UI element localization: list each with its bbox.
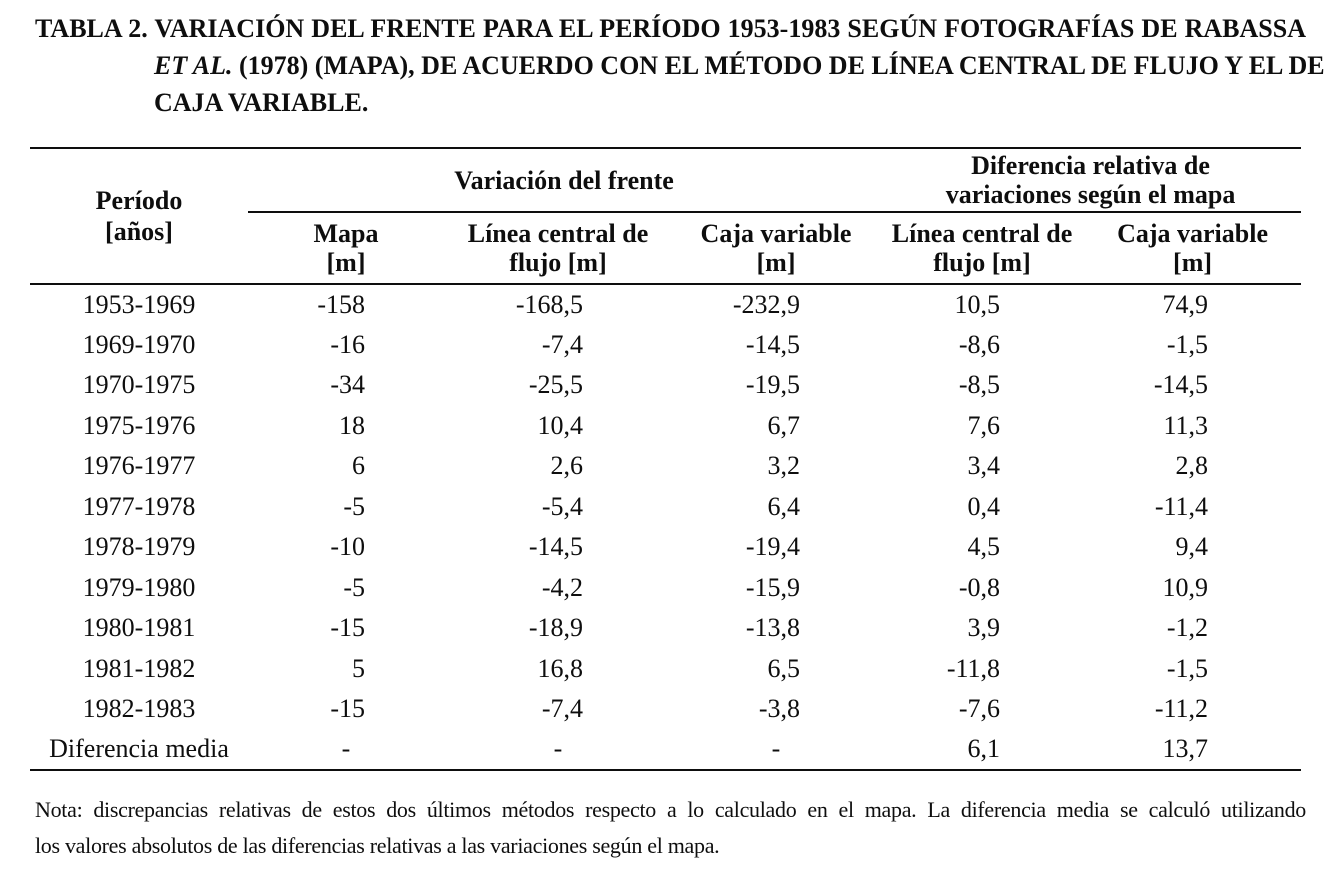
value-cell: -1,2 (1166, 613, 1209, 643)
column-header-line: flujo [m] (509, 248, 607, 277)
value-cell: 9,4 (1175, 532, 1209, 562)
value-cell: 6 (352, 451, 365, 481)
value-cell: -11,4 (1154, 491, 1209, 521)
value-cell: 6,5 (767, 653, 801, 683)
table-row (30, 568, 1301, 609)
value-cell: 3,9 (967, 613, 1001, 643)
group-header-line: Variación del frente (454, 165, 674, 195)
table-row (30, 527, 1301, 568)
table-row (30, 487, 1301, 528)
period-cell: 1969-1970 (82, 329, 196, 359)
period-header-line-1: Período (95, 186, 183, 215)
value-cell: -7,4 (541, 694, 583, 724)
value-cell: 18 (339, 410, 365, 440)
column-header-line: Caja variable (1117, 219, 1268, 248)
value-cell: -14,5 (528, 532, 583, 562)
column-header-line: [m] (1173, 248, 1213, 277)
value-cell: -5,4 (541, 491, 583, 521)
value-cell: 10,9 (1162, 572, 1209, 602)
column-header-linea-central-2 (880, 212, 1084, 284)
value-cell: -5 (343, 572, 365, 602)
value-cell: 3,4 (967, 451, 1001, 481)
title-line-2 (35, 47, 1325, 84)
value-cell: -14,5 (745, 329, 801, 359)
period-cell: 1978-1979 (82, 532, 196, 562)
value-cell: 0,4 (967, 491, 1001, 521)
table-note (35, 792, 1306, 864)
value-cell: -7,4 (541, 329, 583, 359)
table-row (30, 365, 1301, 406)
value-cell: 4,5 (967, 532, 1001, 562)
column-header-line: flujo [m] (933, 248, 1031, 277)
value-cell: -10 (330, 532, 365, 562)
value-cell: -25,5 (528, 370, 583, 400)
value-cell: -18,9 (528, 613, 583, 643)
value-cell: -15,9 (745, 572, 801, 602)
period-cell: 1953-1969 (82, 289, 196, 319)
value-cell: 2,6 (550, 451, 583, 481)
column-header-caja-variable-2 (1084, 212, 1301, 284)
value-cell: -7,6 (958, 694, 1001, 724)
group-header-line: Diferencia relativa de (971, 151, 1210, 180)
value-cell: 13,7 (1162, 734, 1209, 764)
note-line-1: Nota: discrepancias relativas de estos dos últimos métodos respecto a lo calculado en el mapa. La diferencia media se calculó utilizando (35, 797, 1306, 822)
period-cell: 1975-1976 (82, 410, 196, 440)
period-cell: 1982-1983 (82, 694, 196, 724)
value-cell: -15 (330, 613, 365, 643)
value-cell: -13,8 (745, 613, 801, 643)
value-cell: -8,5 (958, 370, 1001, 400)
title-line-3: CAJA VARIABLE. (154, 88, 369, 117)
value-cell: -19,4 (745, 532, 801, 562)
value-cell: -15 (330, 694, 365, 724)
group-header-line: variaciones según el mapa (945, 180, 1236, 209)
value-cell: -11,2 (1154, 694, 1209, 724)
value-cell: 6,4 (767, 491, 801, 521)
table-row (30, 608, 1301, 649)
table-title (35, 10, 1325, 121)
value-cell: -11,8 (946, 653, 1001, 683)
column-header-line: [m] (756, 248, 796, 277)
note-line-2: los valores absolutos de las diferencias relativas a las variaciones según el mapa. (35, 833, 720, 858)
table-row (30, 446, 1301, 487)
group-header-variacion-del-frente (248, 148, 880, 212)
group-header-row (30, 148, 1301, 212)
value-cell: -1,5 (1166, 653, 1209, 683)
table-row-diferencia-media (30, 730, 1301, 771)
value-cell: -16 (330, 329, 365, 359)
column-header-linea-central-1 (444, 212, 672, 284)
value-cell: 16,8 (537, 653, 583, 683)
column-header-line: Caja variable (700, 219, 852, 248)
value-cell: - (341, 734, 351, 764)
period-cell: 1980-1981 (82, 613, 196, 643)
value-cell: 10,4 (537, 410, 583, 440)
value-cell: -8,6 (958, 329, 1001, 359)
value-cell: -158 (317, 289, 365, 319)
value-cell: 6,1 (967, 734, 1001, 764)
column-header-mapa (248, 212, 444, 284)
value-cell: -5 (343, 491, 365, 521)
value-cell: -14,5 (1153, 370, 1209, 400)
title-etal-italic: ET AL. (154, 51, 233, 80)
value-cell: 7,6 (967, 410, 1001, 440)
value-cell: -4,2 (541, 572, 583, 602)
column-header-line: Línea central de (467, 219, 649, 248)
table-row (30, 649, 1301, 690)
period-cell: 1976-1977 (82, 451, 196, 481)
value-cell: - (553, 734, 563, 764)
value-cell: 3,2 (767, 451, 801, 481)
period-column-header (30, 148, 248, 284)
title-line-2-rest: (1978) (MAPA), DE ACUERDO CON EL MÉTODO DE LÍNEA CENTRAL DE FLUJO Y EL DE (232, 51, 1325, 80)
table-row (30, 284, 1301, 325)
value-cell: 2,8 (1175, 451, 1209, 481)
group-header-diferencia-relativa (880, 148, 1301, 212)
value-cell: -34 (330, 370, 365, 400)
value-cell: 6,7 (767, 410, 801, 440)
title-line-1: TABLA 2. VARIACIÓN DEL FRENTE PARA EL PERÍODO 1953-1983 SEGÚN FOTOGRAFÍAS DE RABASSA (35, 14, 1306, 43)
value-cell: 10,5 (954, 289, 1001, 319)
column-header-line: Línea central de (891, 219, 1073, 248)
value-cell: -232,9 (732, 289, 801, 319)
value-cell: - (771, 734, 781, 764)
value-cell: -1,5 (1166, 329, 1209, 359)
table-row (30, 325, 1301, 366)
period-cell: 1979-1980 (82, 572, 196, 602)
table-row (30, 406, 1301, 447)
period-cell: 1981-1982 (82, 653, 196, 683)
period-cell: 1970-1975 (82, 370, 196, 400)
column-header-line: Mapa (313, 219, 379, 248)
column-header-line: [m] (326, 248, 366, 277)
value-cell: -19,5 (745, 370, 801, 400)
value-cell: -0,8 (958, 572, 1001, 602)
variation-table (30, 147, 1301, 771)
period-cell: 1977-1978 (82, 491, 196, 521)
column-header-caja-variable-1 (672, 212, 880, 284)
value-cell: 74,9 (1162, 289, 1209, 319)
period-cell: Diferencia media (49, 734, 229, 764)
value-cell: -168,5 (515, 289, 583, 319)
value-cell: -3,8 (758, 694, 801, 724)
period-header-line-2: [años] (105, 217, 173, 246)
table-row (30, 689, 1301, 730)
value-cell: 11,3 (1163, 410, 1209, 440)
value-cell: 5 (352, 653, 365, 683)
